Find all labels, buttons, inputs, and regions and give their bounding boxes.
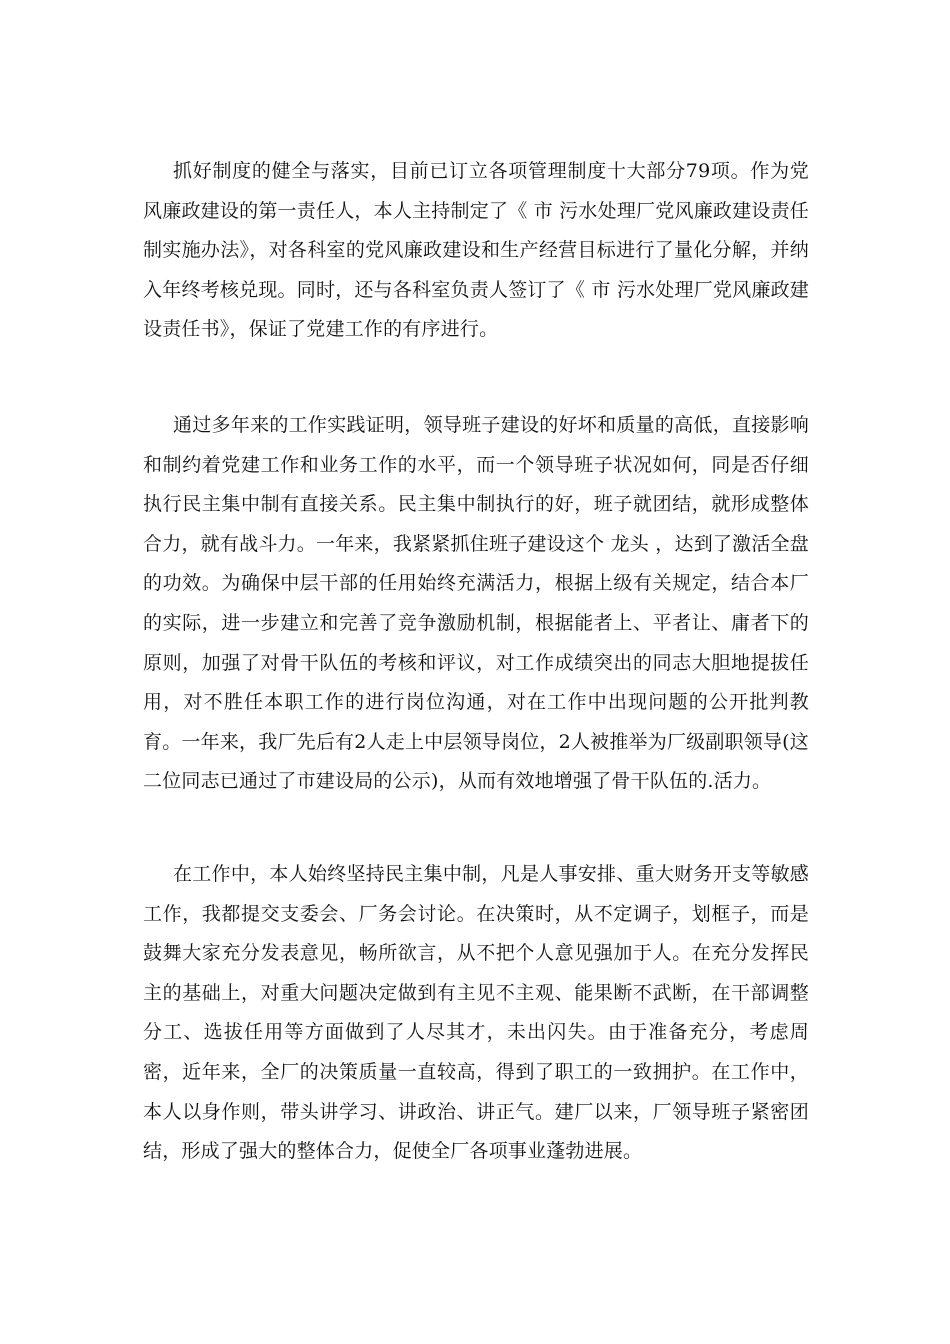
paragraph-leadership-team-building: 通过多年来的工作实践证明，领导班子建设的好坏和质量的高低，直接影响和制约着党建工作和业务工作的水平，而一个领导班子状况如何，同是否仔细执行民主集中制有直接关系。民主集中制执行的好，班子就团结，就形成整体合力，就有战斗力。一年来，我紧紧抓住班子建设这个 龙头 ，达到了激活全盘的功效。为确保中层干部的任用始终充满活力，根据上级有关规定，结合本厂的实际，进一步建立和完善了竞争激励机制，根据能者上、平者让、庸者下的原则，加强了对骨干队伍的考核和评议，对工作成绩突出的同志大胆地提拔任用，对不胜任本职工作的进行岗位沟通，对在工作中出现问题的公开批判教育。一年来，我厂先后有2人走上中层领导岗位，2人被推举为厂级副职领导(这二位同志已通过了市建设局的公示)，从而有效地增强了骨干队伍的.活力。 — [143, 414, 809, 793]
paragraph-democratic-centralism: 在工作中，本人始终坚持民主集中制，凡是人事安排、重大财务开支等敏感工作，我都提交支委会、厂务会讨论。在决策时，从不定调子，划框子，而是鼓舞大家充分发表意见，畅所欲言，从不把个人意见强加于人。在充分发挥民主的基础上，对重大问题决定做到有主见不主观、能果断不武断，在干部调整分工、选拔任用等方面做到了人尽其才，未出闪失。由于准备充分，考虑周密，近年来，全厂的决策质量一直较高，得到了职工的一致拥护。在工作中，本人以身作则，带头讲学习、讲政治、讲正气。建厂以来，厂领导班子紧密团结，形成了强大的整体合力，促使全厂各项事业蓬勃进展。 — [143, 863, 809, 1163]
paragraph-institution-building: 抓好制度的健全与落实，目前已订立各项管理制度十大部分79项。作为党风廉政建设的第一责任人，本人主持制定了《 市 污水处理厂党风廉政建设责任制实施办法》，对各科室的党风廉政建设和生产经营目标进行了量化分解，并纳入年终考核兑现。同时，还与各科室负责人签订了《 市 污水处理厂党风廉政建设责任书》，保证了党建工作的有序进行。 — [143, 160, 809, 341]
